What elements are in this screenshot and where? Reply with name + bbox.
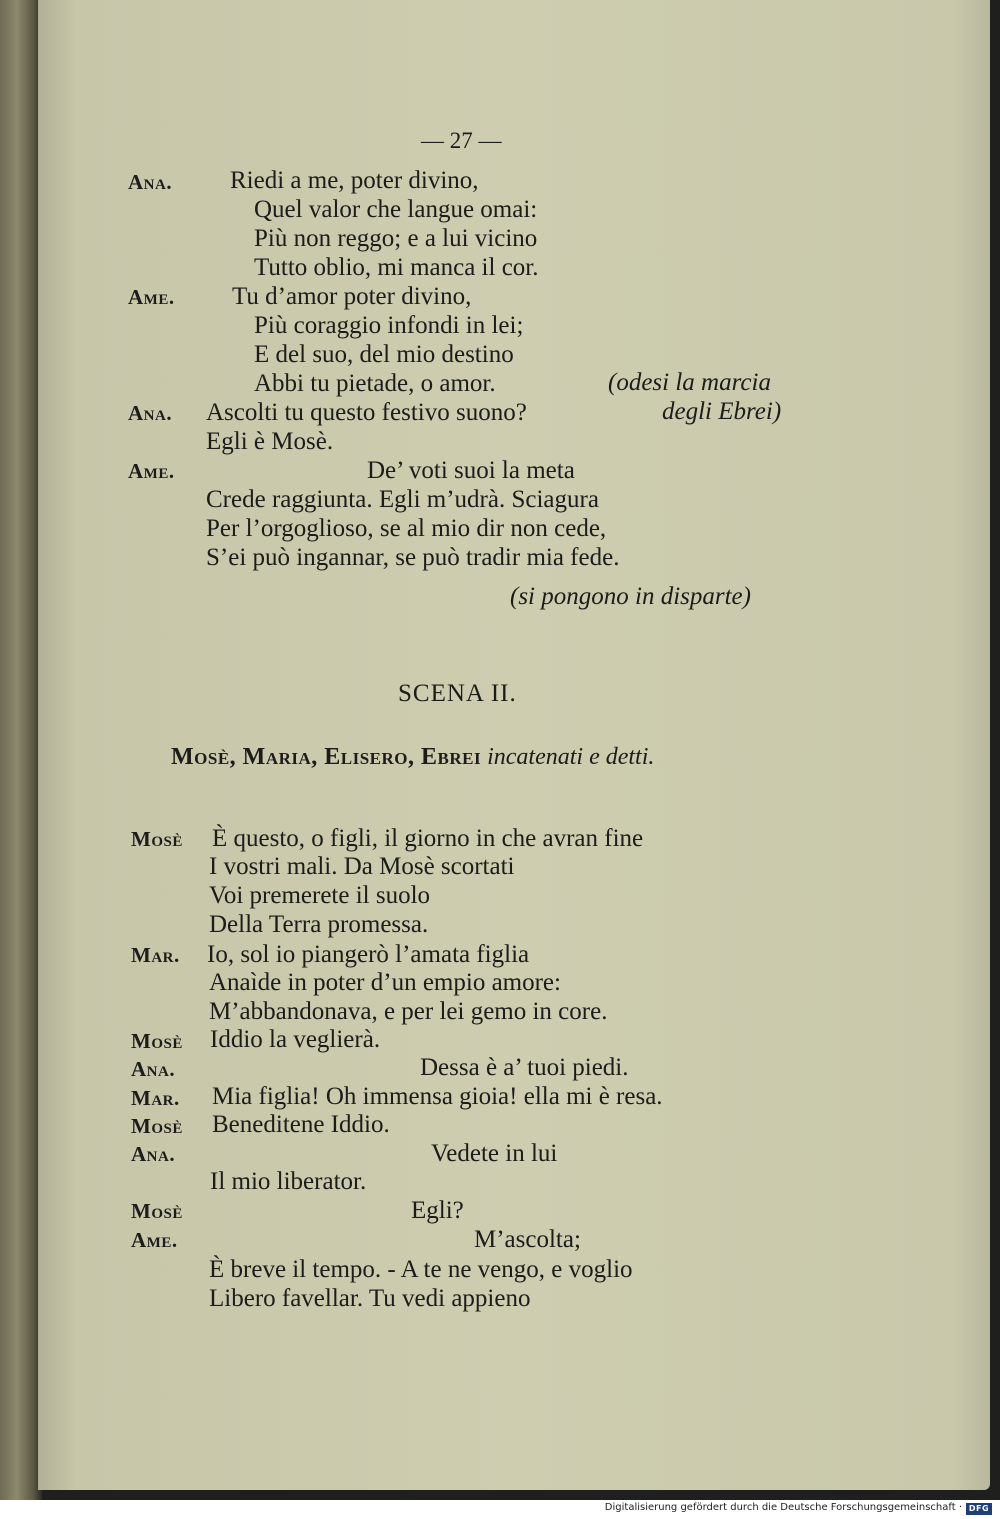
- verse-line: M’abbandonava, e per lei gemo in core.: [209, 998, 608, 1025]
- stage-direction: (odesi la marcia: [608, 369, 771, 396]
- verse-line: Il mio liberator.: [210, 1168, 367, 1195]
- verse-line: Egli è Mosè.: [206, 428, 334, 455]
- digitization-footer: [0, 1500, 1000, 1519]
- speaker-label: Ana.: [128, 170, 173, 194]
- verse-line: S’ei può ingannar, se può tradir mia fede.: [206, 544, 620, 571]
- verse-line: Voi premerete il suolo: [209, 882, 431, 909]
- speaker-label: Ana.: [131, 1057, 176, 1081]
- verse-line: Mia figlia! Oh immensa gioia! ella mi è resa.: [212, 1083, 663, 1110]
- speaker-label: Ame.: [128, 459, 175, 483]
- verse-line: Tutto oblio, mi manca il cor.: [254, 254, 539, 281]
- previous-page-edge: [0, 0, 42, 1500]
- cast-names: Mosè, Maria, Elisero, Ebrei: [171, 744, 482, 770]
- verse-line: Iddio la veglierà.: [210, 1026, 381, 1053]
- cast-list: [171, 744, 654, 771]
- verse-line: Più non reggo; e a lui vicino: [254, 225, 538, 252]
- speaker-label: Ana.: [131, 1142, 176, 1166]
- speaker-label: Mosè: [131, 827, 183, 851]
- speaker-label: Mar.: [131, 943, 180, 967]
- verse-line: È breve il tempo. - A te ne vengo, e voglio: [209, 1256, 633, 1283]
- verse-line: Beneditene Iddio.: [212, 1111, 390, 1138]
- verse-line: Della Terra promessa.: [209, 911, 429, 938]
- verse-line: Anaìde in poter d’un empio amore:: [209, 969, 561, 996]
- verse-line: I vostri mali. Da Mosè scortati: [209, 853, 515, 880]
- verse-line: Vedete in lui: [431, 1140, 558, 1167]
- page-number: — 27 —: [421, 128, 502, 153]
- cast-note: incatenati e detti.: [487, 744, 655, 770]
- verse-line: Dessa è a’ tuoi piedi.: [420, 1054, 629, 1081]
- verse-line: Abbi tu pietade, o amor.: [254, 370, 496, 397]
- verse-line: Quel valor che langue omai:: [254, 196, 538, 223]
- dfg-logo: DFG: [966, 1503, 992, 1515]
- verse-line: E del suo, del mio destino: [254, 341, 514, 368]
- speaker-label: Ame.: [131, 1228, 178, 1252]
- speaker-label: Mosè: [131, 1029, 183, 1053]
- verse-line: Libero favellar. Tu vedi appieno: [209, 1285, 531, 1312]
- verse-line: Tu d’amor poter divino,: [232, 283, 472, 310]
- speaker-label: Mosè: [131, 1114, 183, 1138]
- speaker-label: Ana.: [128, 401, 173, 425]
- stage-direction: (si pongono in disparte): [510, 583, 751, 610]
- verse-line: È questo, o figli, il giorno in che avran fine: [212, 825, 644, 852]
- verse-line: Per l’orgoglioso, se al mio dir non cede,: [206, 515, 607, 542]
- speaker-label: Mosè: [131, 1199, 183, 1223]
- verse-line: Egli?: [411, 1197, 464, 1224]
- verse-line: M’ascolta;: [474, 1226, 581, 1253]
- scene-title: SCENA II.: [398, 680, 517, 707]
- verse-line: De’ voti suoi la meta: [367, 457, 575, 484]
- verse-line: Crede raggiunta. Egli m’udrà. Sciagura: [206, 486, 599, 513]
- speaker-label: Mar.: [131, 1086, 180, 1110]
- verse-line: Riedi a me, poter divino,: [230, 167, 479, 194]
- verse-line: Io, sol io piangerò l’amata figlia: [207, 941, 530, 968]
- verse-line: Più coraggio infondi in lei;: [254, 312, 524, 339]
- stage-direction: degli Ebrei): [662, 398, 782, 425]
- footer-credit: Digitalisierung gefördert durch die Deutsche Forschungsgemeinschaft ·: [604, 1502, 962, 1513]
- speaker-label: Ame.: [128, 285, 175, 309]
- verse-line: Ascolti tu questo festivo suono?: [206, 399, 527, 426]
